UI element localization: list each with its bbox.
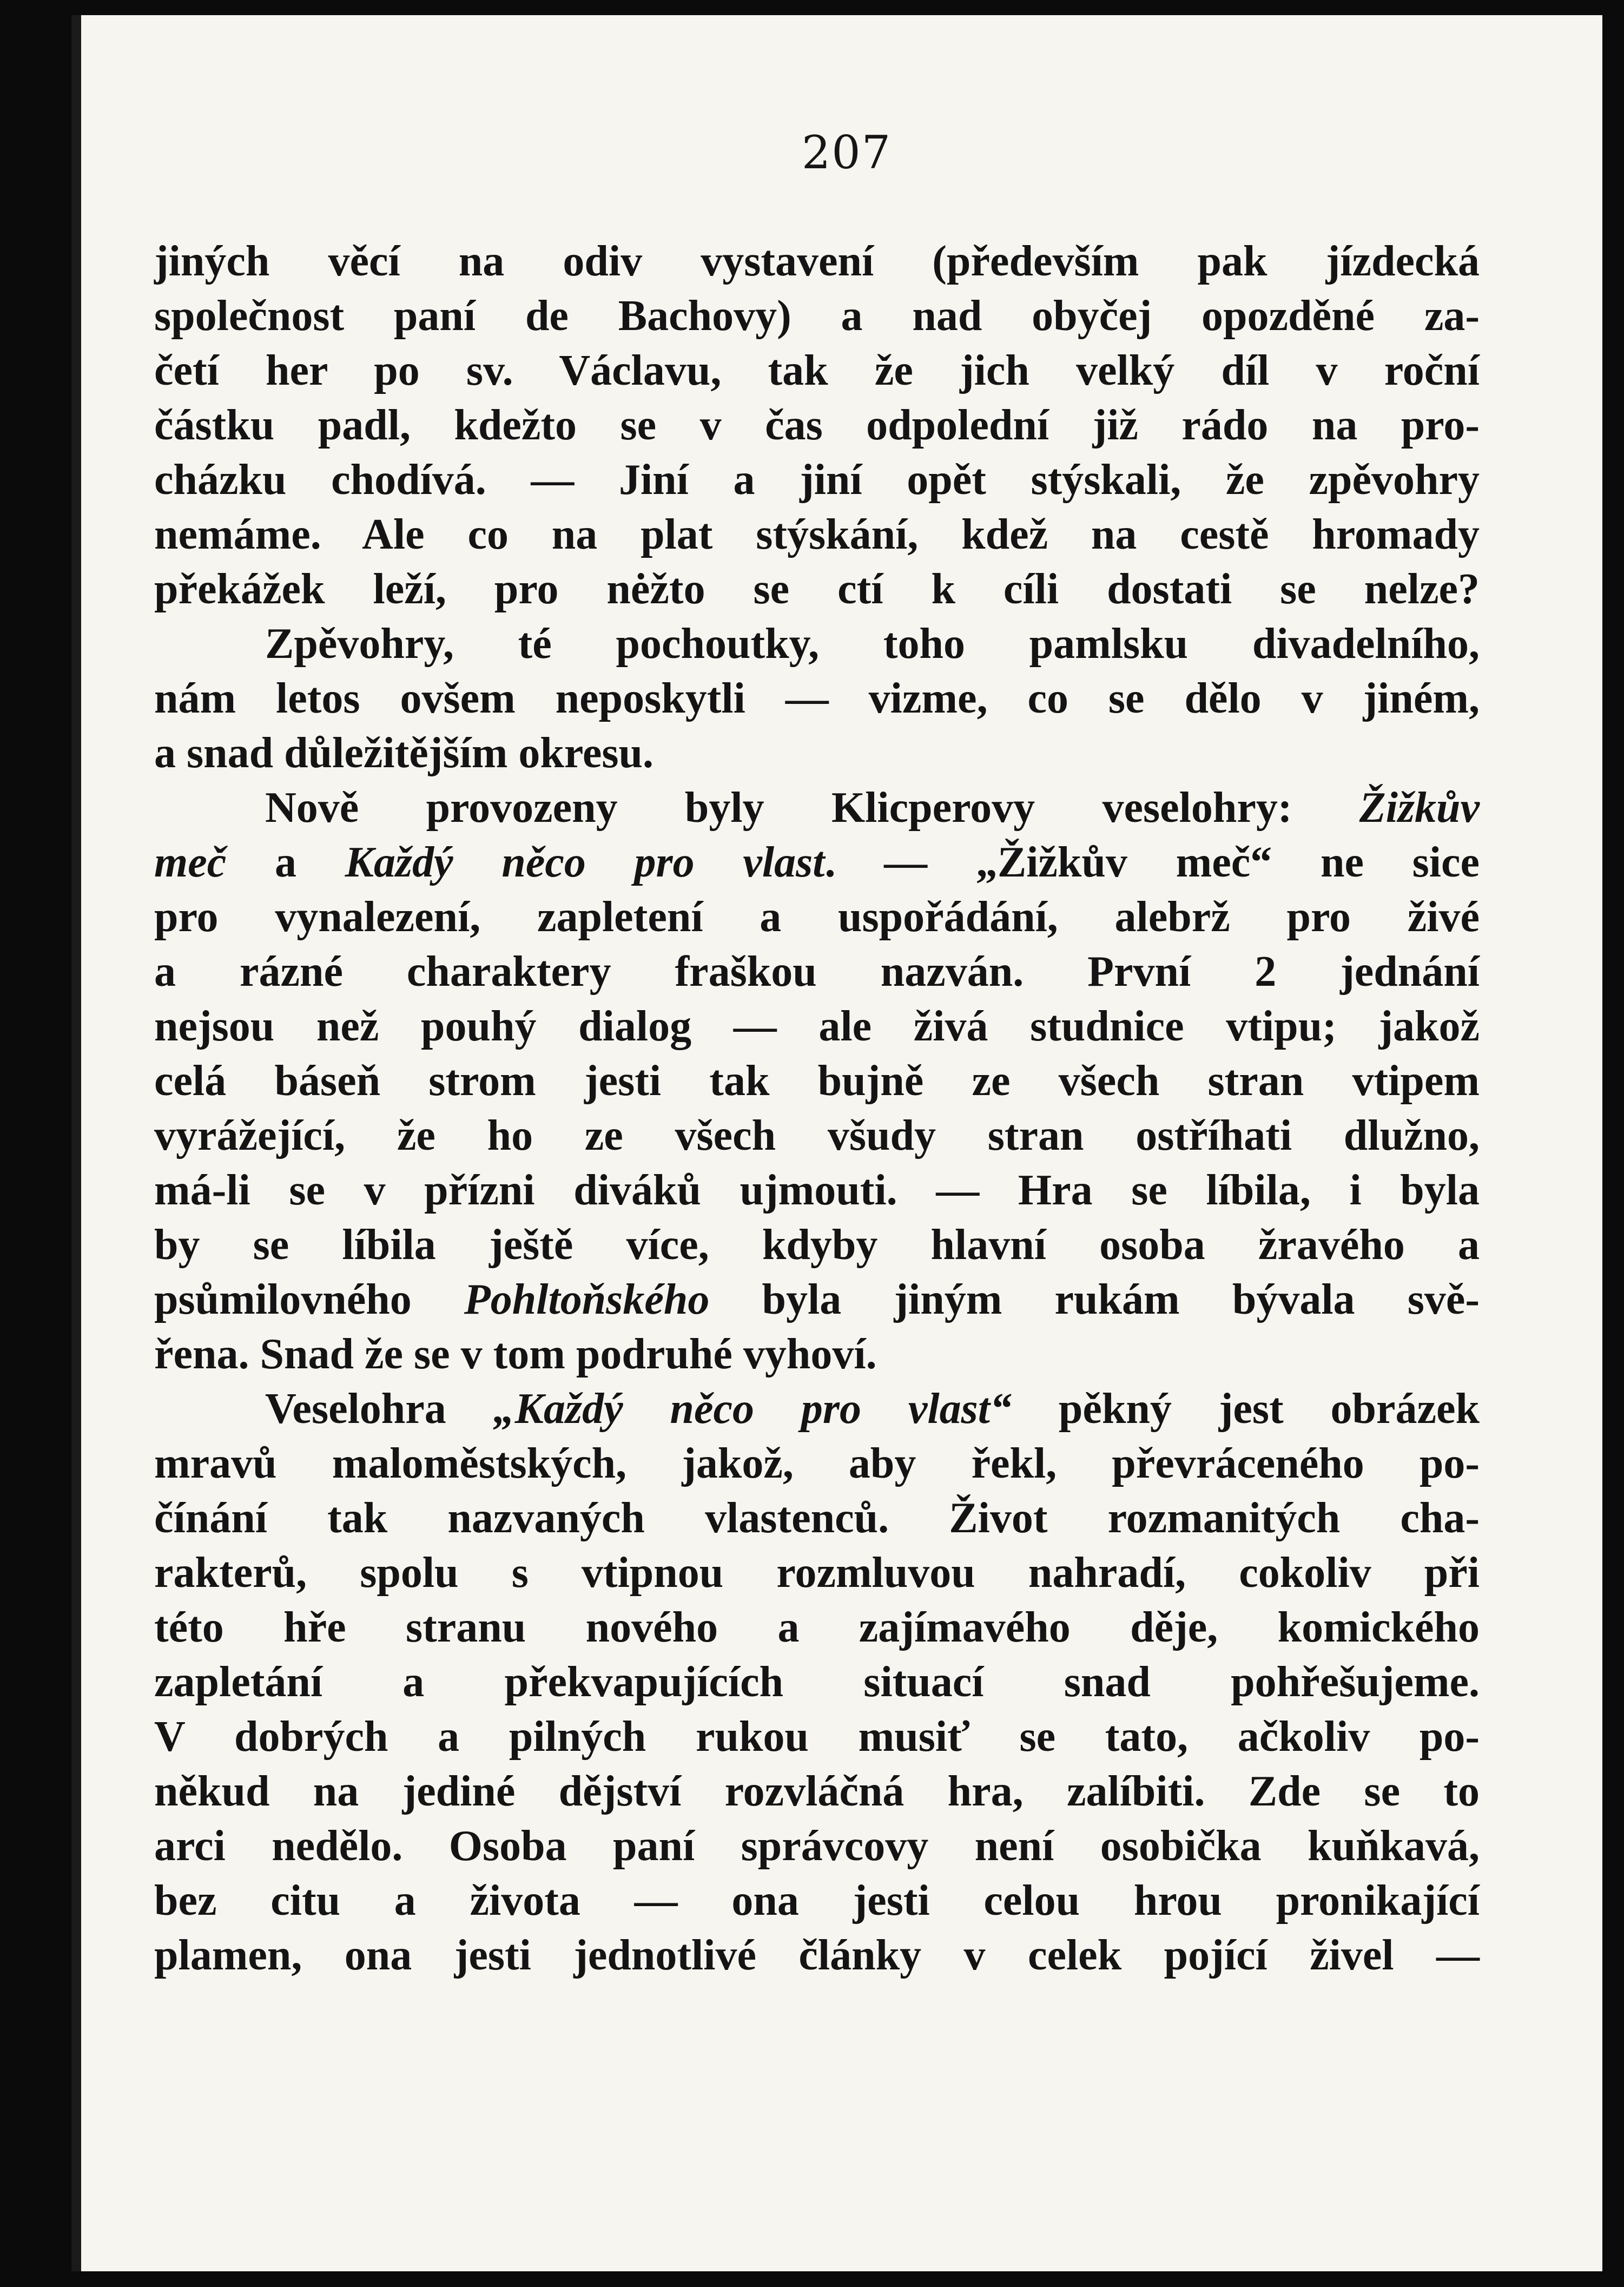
text-segment: rakterů, spolu s vtipnou rozmluvou nahradí, cokoliv při: [154, 1549, 1480, 1597]
text-segment: pro vynalezení, zapletení a uspořádání, alebrž pro živé: [154, 893, 1480, 941]
body-text: [154, 234, 1480, 1983]
book-page: [71, 15, 1602, 2271]
text-segment: někud na jediné dějství rozvláčná hra, zalíbiti. Zde se to: [154, 1768, 1480, 1815]
text-line: [154, 562, 1480, 617]
text-segment: řena. Snad že se v tom podruhé vyhoví.: [154, 1330, 877, 1378]
text-segment: celá báseň strom jesti tak bujně ze všech stran vtipem: [154, 1057, 1480, 1105]
text-segment: částku padl, kdežto se v čas odpolední již rádo na pro-: [154, 401, 1480, 449]
text-line: [154, 1109, 1480, 1163]
italic-text: Každý něco pro vlast: [345, 839, 825, 886]
text-line: [154, 1327, 1480, 1382]
text-segment: V dobrých a pilných rukou musiť se tato, ačkoliv po-: [154, 1713, 1480, 1761]
text-line: [154, 1491, 1480, 1546]
italic-text: Pohltoňského: [464, 1276, 710, 1323]
text-segment: arci nedělo. Osoba paní správcovy není osobička kuňkavá,: [154, 1822, 1480, 1870]
text-line: [154, 1273, 1480, 1327]
italic-text: meč: [154, 839, 227, 886]
text-segment: jiných věcí na odiv vystavení (především pak jízdecká: [154, 238, 1480, 285]
text-line: [154, 890, 1480, 945]
text-segment: překážek leží, pro nėžto se ctí k cíli dostati se nelze?: [154, 565, 1480, 613]
text-segment: a: [226, 839, 345, 886]
page-number: 207: [801, 126, 892, 179]
text-segment: společnost paní de Bachovy) a nad obyčej opozděné za-: [154, 292, 1480, 340]
text-line: [154, 726, 1480, 781]
text-line: [154, 1436, 1480, 1491]
text-segment: má-li se v přízni diváků ujmouti. — Hra se líbila, i byla: [154, 1166, 1480, 1214]
text-segment: Zpěvohry, té pochoutky, toho pamlsku divadelního,: [265, 620, 1480, 668]
text-line: [154, 453, 1480, 508]
text-line: [154, 1054, 1480, 1109]
text-segment: čínání tak nazvaných vlastenců. Život rozmanitých cha-: [154, 1494, 1480, 1542]
text-line: [154, 289, 1480, 344]
text-line: [154, 1382, 1480, 1436]
text-segment: cházku chodívá. — Jiní a jiní opět stýskali, že zpěvohry: [154, 456, 1480, 504]
text-line: [154, 398, 1480, 453]
text-segment: nejsou než pouhý dialog — ale živá studnice vtipu; jakož: [154, 1003, 1480, 1050]
text-line: [154, 835, 1480, 890]
text-segment: nám letos ovšem neposkytli — vizme, co se dělo v jiném,: [154, 675, 1480, 722]
text-line: [154, 1874, 1480, 1928]
text-line: [154, 1218, 1480, 1273]
text-line: [154, 999, 1480, 1054]
text-line: [154, 344, 1480, 398]
text-line: [154, 1600, 1480, 1655]
text-segment: zapletání a překvapujících situací snad pohřešujeme.: [154, 1658, 1480, 1706]
text-segment: pěkný jest obrázek: [1012, 1385, 1480, 1433]
text-line: [154, 617, 1480, 671]
text-segment: plamen, ona jesti jednotlivé články v celek pojící živel —: [154, 1932, 1480, 1979]
text-line: [154, 234, 1480, 289]
text-segment: nemáme. Ale co na plat stýskání, kdež na cestě hromady: [154, 511, 1480, 558]
text-line: [154, 1928, 1480, 1983]
text-segment: a snad důležitějším okresu.: [154, 729, 654, 777]
text-segment: bez citu a života — ona jesti celou hrou pronikající: [154, 1877, 1480, 1924]
italic-text: „Každý něco pro vlast“: [493, 1385, 1012, 1433]
italic-text: Žižkův: [1359, 784, 1480, 832]
text-segment: a rázné charaktery fraškou nazván. První 2 jednání: [154, 948, 1480, 996]
text-segment: četí her po sv. Václavu, tak že jich velký díl v roční: [154, 347, 1480, 394]
text-line: [154, 1546, 1480, 1600]
text-line: [154, 1710, 1480, 1764]
text-line: [154, 508, 1480, 562]
text-segment: mravů maloměstských, jakož, aby řekl, převráceného po-: [154, 1440, 1480, 1487]
text-line: [154, 671, 1480, 726]
text-line: [154, 1819, 1480, 1874]
text-segment: vyrážející, že ho ze všech všudy stran ostříhati dlužno,: [154, 1112, 1480, 1159]
text-segment: by se líbila ještě více, kdyby hlavní osoba žravého a: [154, 1221, 1480, 1269]
text-line: [154, 781, 1480, 835]
text-line: [154, 1764, 1480, 1819]
text-segment: Veselohra: [265, 1385, 493, 1433]
text-line: [154, 1655, 1480, 1710]
text-segment: Nově provozeny byly Klicperovy veselohry:: [265, 784, 1359, 832]
text-segment: byla jiným rukám bývala svě-: [709, 1276, 1480, 1323]
text-segment: této hře stranu nového a zajímavého děje, komického: [154, 1604, 1480, 1651]
text-line: [154, 945, 1480, 999]
text-segment: psůmilovného: [154, 1276, 464, 1323]
text-segment: . — „Žižkův meč“ ne sice: [824, 839, 1480, 886]
text-line: [154, 1163, 1480, 1218]
